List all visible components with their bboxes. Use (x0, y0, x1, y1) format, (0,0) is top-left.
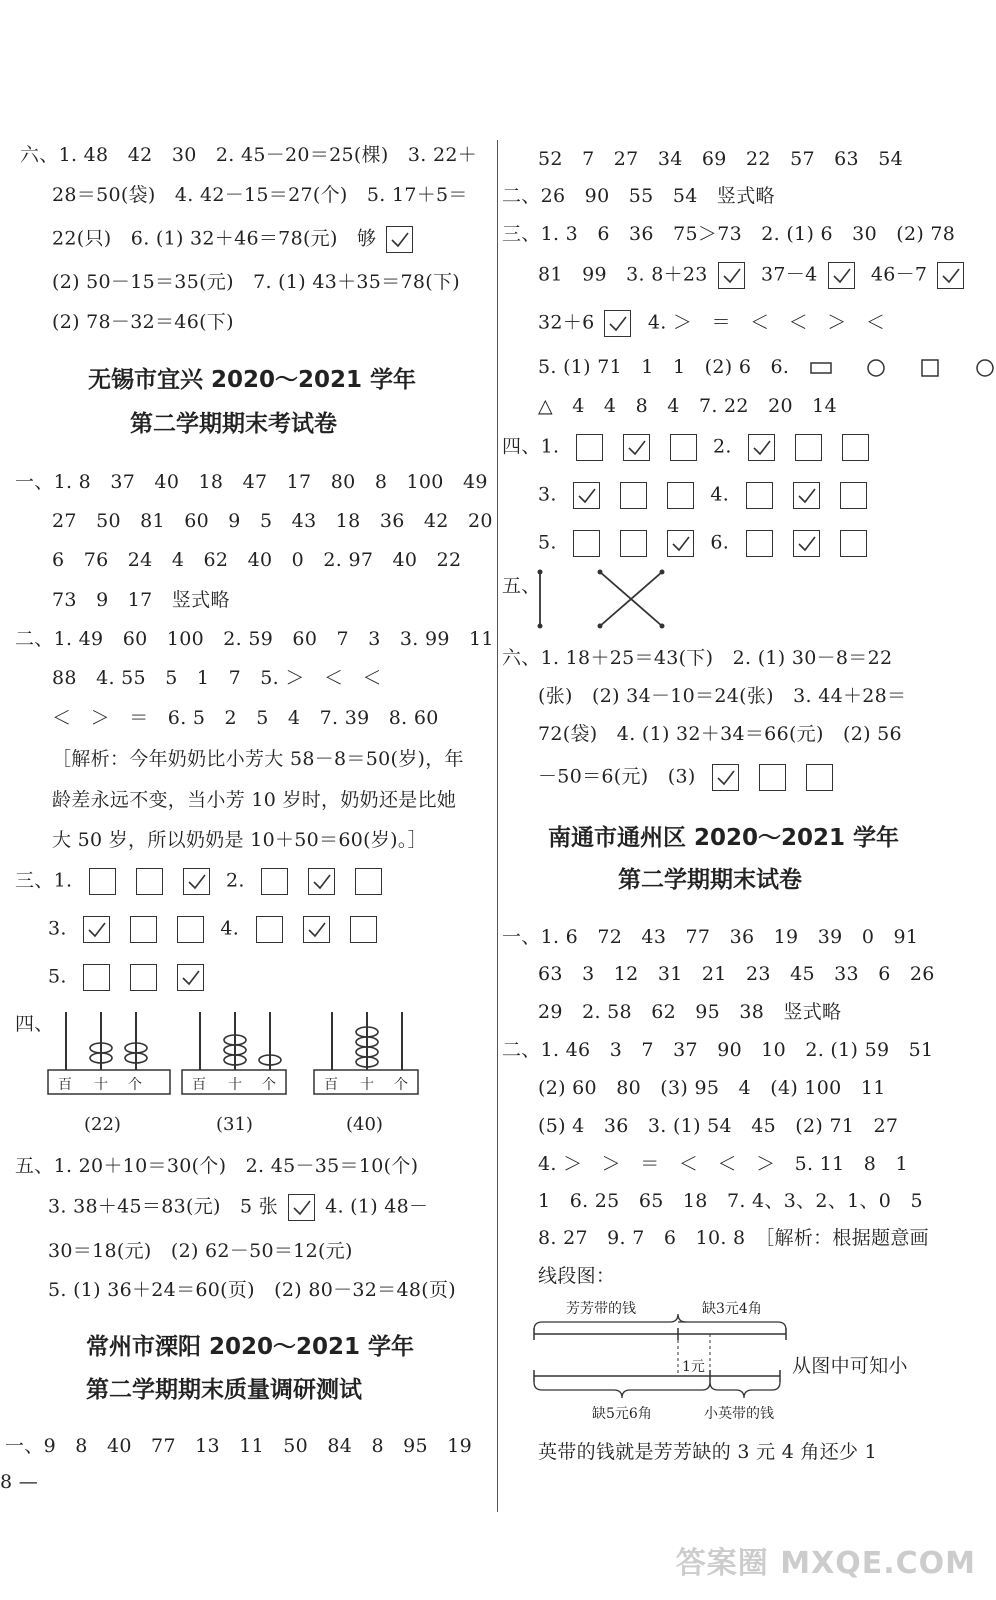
answer-line: 30＝18(元) (2) 62－50＝12(元) (48, 1240, 353, 1262)
question-label: 三、1. (15, 869, 73, 892)
answer-line: 一、9 8 40 77 13 11 50 84 8 95 19 (5, 1435, 472, 1457)
empty-box (573, 530, 600, 557)
section-subtitle: 第二学期期末质量调研测试 (86, 1377, 362, 1403)
abacus-place-label: 百 (192, 1077, 206, 1093)
answer-line: (2) 50－15＝35(元) 7. (1) 43＋35＝78(下) (52, 271, 460, 293)
question-label: 四、 (15, 1013, 54, 1035)
answer-line: 88 4. 55 5 1 7 5. ＞ ＜ ＜ (52, 667, 382, 689)
checked-box (308, 868, 335, 895)
circle-shape-icon (866, 358, 886, 378)
analysis-line: 英带的钱就是芳芳缺的 3 元 4 角还少 1 (538, 1441, 878, 1463)
section-title: 常州市溧阳 2020～2021 学年 (86, 1334, 415, 1360)
checked-box (793, 530, 820, 557)
segment-label: 缺5元6角 (592, 1406, 652, 1422)
checkbox-row (538, 482, 877, 509)
analysis-line: 线段图： (538, 1265, 616, 1287)
empty-box (759, 764, 786, 791)
empty-box (89, 868, 116, 895)
abacus-place-label: 个 (128, 1077, 142, 1093)
abacus-place-label: 十 (228, 1077, 242, 1093)
answer-line: (张) (2) 34－10＝24(张) 3. 44＋28＝ (538, 685, 907, 707)
answer-line: 1 6. 25 65 18 7. 4、3、2、1、0 5 (538, 1190, 923, 1212)
answer-line: (2) 60 80 (3) 95 4 (4) 100 11 (538, 1077, 886, 1099)
empty-box (256, 916, 283, 943)
empty-box (667, 482, 694, 509)
answer-line: 29 2. 58 62 95 38 竖式略 (538, 1001, 842, 1023)
section-title: 无锡市宜兴 2020～2021 学年 (88, 367, 417, 393)
answer-line: (2) 78－32＝46(下) (52, 311, 234, 333)
question-label: 6. (710, 531, 730, 554)
answer-line: 27 50 81 60 9 5 43 18 36 42 20 (52, 510, 493, 532)
empty-box (83, 964, 110, 991)
checked-box (748, 434, 775, 461)
checked-box (793, 482, 820, 509)
answer-text: －50＝6(元) (3) (538, 765, 696, 788)
empty-box (350, 916, 377, 943)
line-drawing-diagram (532, 566, 672, 632)
analysis-line: 大 50 岁，所以奶奶是 10＋50＝60(岁)。］ (52, 829, 427, 851)
checkbox-row (538, 530, 877, 557)
answer-text: 81 99 3. 8＋23 (538, 263, 708, 286)
answer-line: 63 3 12 31 21 23 45 33 6 26 (538, 963, 935, 985)
checkbox-row (538, 764, 843, 791)
question-label: 四、1. (502, 435, 560, 458)
question-label: 五、 (502, 575, 541, 597)
question-label: 3. (538, 483, 557, 506)
answer-line: △ 4 4 8 4 7. 22 20 14 (538, 395, 837, 417)
empty-box (620, 530, 647, 557)
analysis-line: 龄差永远不变，当小芳 10 岁时，奶奶还是比她 (52, 789, 457, 811)
checked-box (667, 530, 694, 557)
answer-text: 37－4 (761, 263, 818, 286)
checked-box (177, 964, 204, 991)
empty-box (355, 868, 382, 895)
circle-shape-icon (975, 358, 995, 378)
analysis-line: 从图中可知小 (792, 1355, 908, 1377)
abacus-place-label: 十 (360, 1077, 374, 1093)
segment-label: 芳芳带的钱 (566, 1301, 636, 1317)
square-shape-icon (920, 358, 940, 378)
empty-box (670, 434, 697, 461)
abacus-value: (40) (346, 1114, 383, 1135)
answer-line: 73 9 17 竖式略 (52, 589, 230, 611)
answer-text: 4. (1) 48－ (325, 1195, 429, 1218)
question-label: 4. (220, 917, 240, 940)
question-label: 5. (538, 531, 557, 554)
empty-box (261, 868, 288, 895)
empty-box (746, 530, 773, 557)
empty-box (840, 482, 867, 509)
segment-label: 1元 (682, 1359, 705, 1375)
abacus-place-label: 个 (262, 1077, 276, 1093)
answer-line: (5) 4 36 3. (1) 54 45 (2) 71 27 (538, 1115, 899, 1137)
checked-box (937, 262, 964, 289)
empty-box (746, 482, 773, 509)
answer-line: 二、1. 46 3 7 37 90 10 2. (1) 59 51 (502, 1039, 934, 1061)
answer-text: 32＋6 (538, 311, 595, 334)
checkbox-row (538, 262, 974, 289)
checked-box (303, 916, 330, 943)
empty-box (806, 764, 833, 791)
question-label: 5. (48, 965, 67, 988)
question-label: 4. (710, 483, 730, 506)
answer-line (52, 226, 423, 253)
answer-text: 22(只) 6. (1) 32＋46＝78(元) 够 (52, 227, 377, 250)
answer-line (538, 355, 996, 379)
empty-box (795, 434, 822, 461)
empty-box (177, 916, 204, 943)
checked-box (623, 434, 650, 461)
answer-line: 4. ＞ ＞ ＝ ＜ ＜ ＞ 5. 11 8 1 (538, 1153, 908, 1175)
answer-line: 一、1. 6 72 43 77 36 19 39 0 91 (502, 926, 919, 948)
abacus-value: (22) (84, 1114, 121, 1135)
checked-box (573, 482, 600, 509)
segment-label: 小英带的钱 (704, 1406, 774, 1422)
empty-box (576, 434, 603, 461)
empty-box (130, 916, 157, 943)
analysis-line: ［解析：今年奶奶比小芳大 58－8＝50(岁)，年 (52, 748, 464, 770)
checkbox-row (48, 964, 214, 991)
answer-line: 28＝50(袋) 4. 42－15＝27(个) 5. 17＋5＝ (52, 184, 468, 206)
abacus-place-label: 十 (94, 1077, 108, 1093)
answer-line: 三、1. 3 6 36 75＞73 2. (1) 6 30 (2) 78 (502, 223, 956, 245)
question-label: 2. (226, 869, 245, 892)
checkbox-row (538, 310, 885, 337)
checkbox-row (502, 434, 879, 461)
section-subtitle: 第二学期期末试卷 (618, 867, 802, 893)
abacus-place-label: 百 (58, 1077, 72, 1093)
checked-box (718, 262, 745, 289)
checked-box (83, 916, 110, 943)
segment-label: 缺3元4角 (702, 1301, 762, 1317)
checked-box (712, 764, 739, 791)
empty-box (840, 530, 867, 557)
page-number: 8 — (0, 1471, 39, 1493)
answer-line: 二、1. 49 60 100 2. 59 60 7 3 3. 99 11 (15, 628, 494, 650)
empty-box (136, 868, 163, 895)
answer-line: 二、26 90 55 54 竖式略 (502, 185, 775, 207)
answer-text: 5. (1) 71 1 1 (2) 6 6. (538, 356, 790, 378)
abacus-value: (31) (216, 1114, 253, 1135)
answer-line: 6 76 24 4 62 40 0 2. 97 40 22 (52, 549, 462, 571)
answer-line: ＜ ＞ ＝ 6. 5 2 5 4 7. 39 8. 60 (52, 707, 439, 729)
answer-line: 52 7 27 34 69 22 57 63 54 (538, 148, 904, 170)
section-title: 南通市通州区 2020～2021 学年 (548, 825, 900, 851)
answer-line: 六、1. 48 42 30 2. 45－20＝25(棵) 3. 22＋ (20, 144, 478, 166)
question-label: 2. (713, 435, 732, 458)
abacus-place-label: 个 (394, 1077, 408, 1093)
empty-box (842, 434, 869, 461)
line-segment-diagram (530, 1300, 792, 1420)
checked-box (288, 1194, 315, 1221)
answer-line: 72(袋) 4. (1) 32＋34＝66(元) (2) 56 (538, 723, 902, 745)
checked-box (183, 868, 210, 895)
checked-box (386, 226, 413, 253)
answer-line: 一、1. 8 37 40 18 47 17 80 8 100 49 (15, 471, 488, 493)
column-divider (497, 140, 498, 1512)
answer-text: 46－7 (870, 263, 928, 286)
watermark: 答案圈 MXQE.COM (675, 1546, 976, 1581)
answer-text: 4. ＞ ＝ ＜ ＜ ＞ ＜ (647, 311, 886, 334)
answer-text: 3. 38＋45＝83(元) 5 张 (48, 1195, 279, 1218)
abacus-place-label: 百 (324, 1077, 338, 1093)
empty-box (130, 964, 157, 991)
rectangle-shape-icon (810, 361, 832, 375)
answer-line: 8. 27 9. 7 6 10. 8 ［解析：根据题意画 (538, 1227, 929, 1249)
checked-box (828, 262, 855, 289)
answer-line: 六、1. 18＋25＝43(下) 2. (1) 30－8＝22 (502, 647, 893, 669)
empty-box (620, 482, 647, 509)
answer-line: 五、1. 20＋10＝30(个) 2. 45－35＝10(个) (15, 1155, 419, 1177)
section-subtitle: 第二学期期末考试卷 (130, 411, 337, 437)
answer-line: 5. (1) 36＋24＝60(页) (2) 80－32＝48(页) (48, 1279, 456, 1301)
checkbox-row (15, 868, 392, 895)
checkbox-row (48, 916, 387, 943)
answer-line (48, 1194, 428, 1221)
question-label: 3. (48, 917, 67, 940)
checked-box (604, 310, 631, 337)
